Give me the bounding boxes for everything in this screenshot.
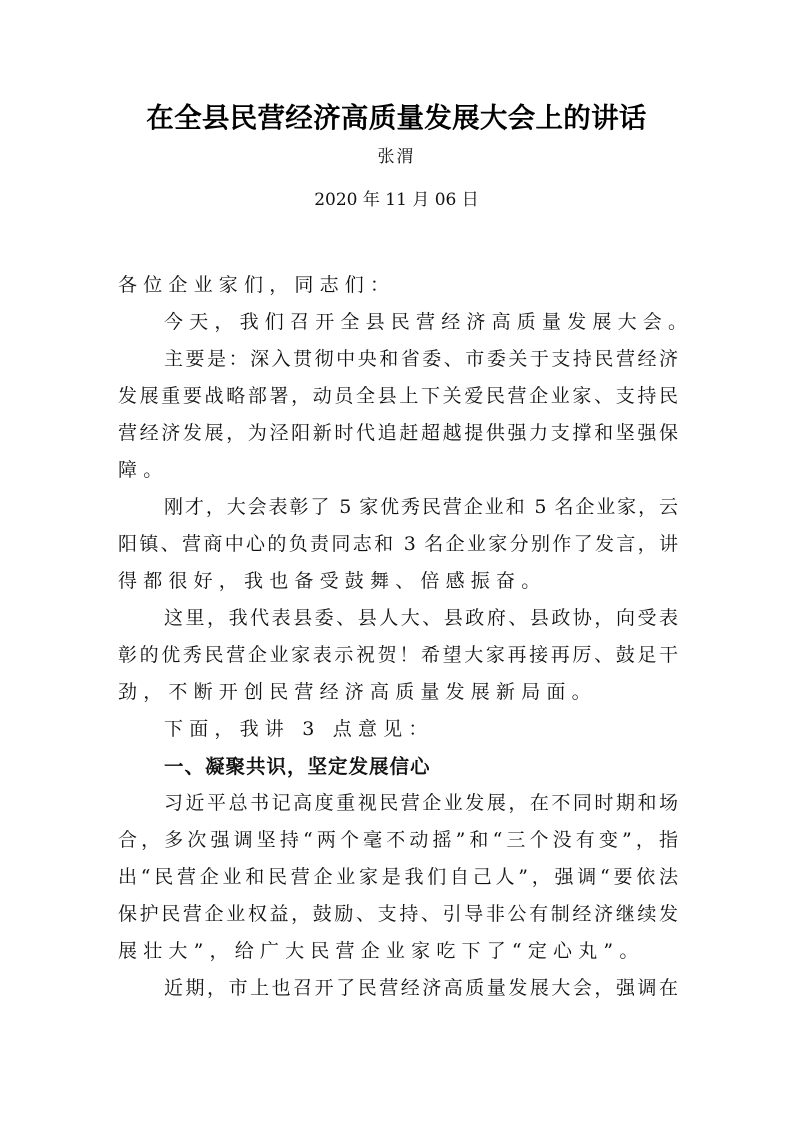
- paragraph-line: 出“民营企业和民营企业家是我们自己人”，强调“要依法: [118, 866, 678, 888]
- paragraph-line: 障。: [118, 459, 169, 481]
- document-body: [118, 267, 694, 1007]
- greeting-line: 各位企业家们，同志们：: [118, 274, 396, 296]
- paragraph-line: 发展重要战略部署，动员全县上下关爱民营企业家、支持民: [118, 385, 678, 407]
- document-date: 2020 年 11 月 06 日: [314, 190, 479, 210]
- paragraph-line: 劲，不断开创民营经济高质量发展新局面。: [118, 681, 597, 703]
- paragraph-line: 彰的优秀民营企业家表示祝贺！希望大家再接再厉、鼓足干: [118, 644, 678, 666]
- paragraph-line: 保护民营企业权益，鼓励、支持、引导非公有制经济继续发: [118, 903, 678, 925]
- document-title: 在全县民营经济高质量发展大会上的讲话: [146, 102, 647, 134]
- paragraph-line: 展壮大”，给广大民营企业家吃下了“定心丸”。: [118, 940, 645, 962]
- paragraph-line: 阳镇、营商中心的负责同志和 3 名企业家分别作了发言，讲: [118, 533, 678, 555]
- paragraph-line: 习近平总书记高度重视民营企业发展，在不同时期和场: [164, 792, 678, 814]
- paragraph-line: 这里，我代表县委、县人大、县政府、县政协，向受表: [164, 607, 678, 629]
- paragraph-line: 下面，我讲 3 点意见：: [164, 718, 434, 740]
- paragraph-line: 近期，市上也召开了民营经济高质量发展大会，强调在: [164, 977, 678, 999]
- paragraph-line: 刚才，大会表彰了 5 家优秀民营企业和 5 名企业家，云: [164, 496, 678, 518]
- paragraph-line: 得都很好，我也备受鼓舞、倍感振奋。: [118, 570, 547, 592]
- section-heading: 一、凝聚共识，坚定发展信心: [164, 755, 431, 778]
- paragraph-line: 合，多次强调坚持“两个毫不动摇”和“三个没有变”，指: [118, 829, 678, 851]
- paragraph-line: 营经济发展，为泾阳新时代追赶超越提供强力支撑和坚强保: [118, 422, 678, 444]
- document-author: 张渭: [377, 147, 416, 167]
- paragraph-line: 今天，我们召开全县民营经济高质量发展大会。: [164, 311, 694, 333]
- paragraph-line: 主要是：深入贯彻中央和省委、市委关于支持民营经济: [164, 348, 678, 370]
